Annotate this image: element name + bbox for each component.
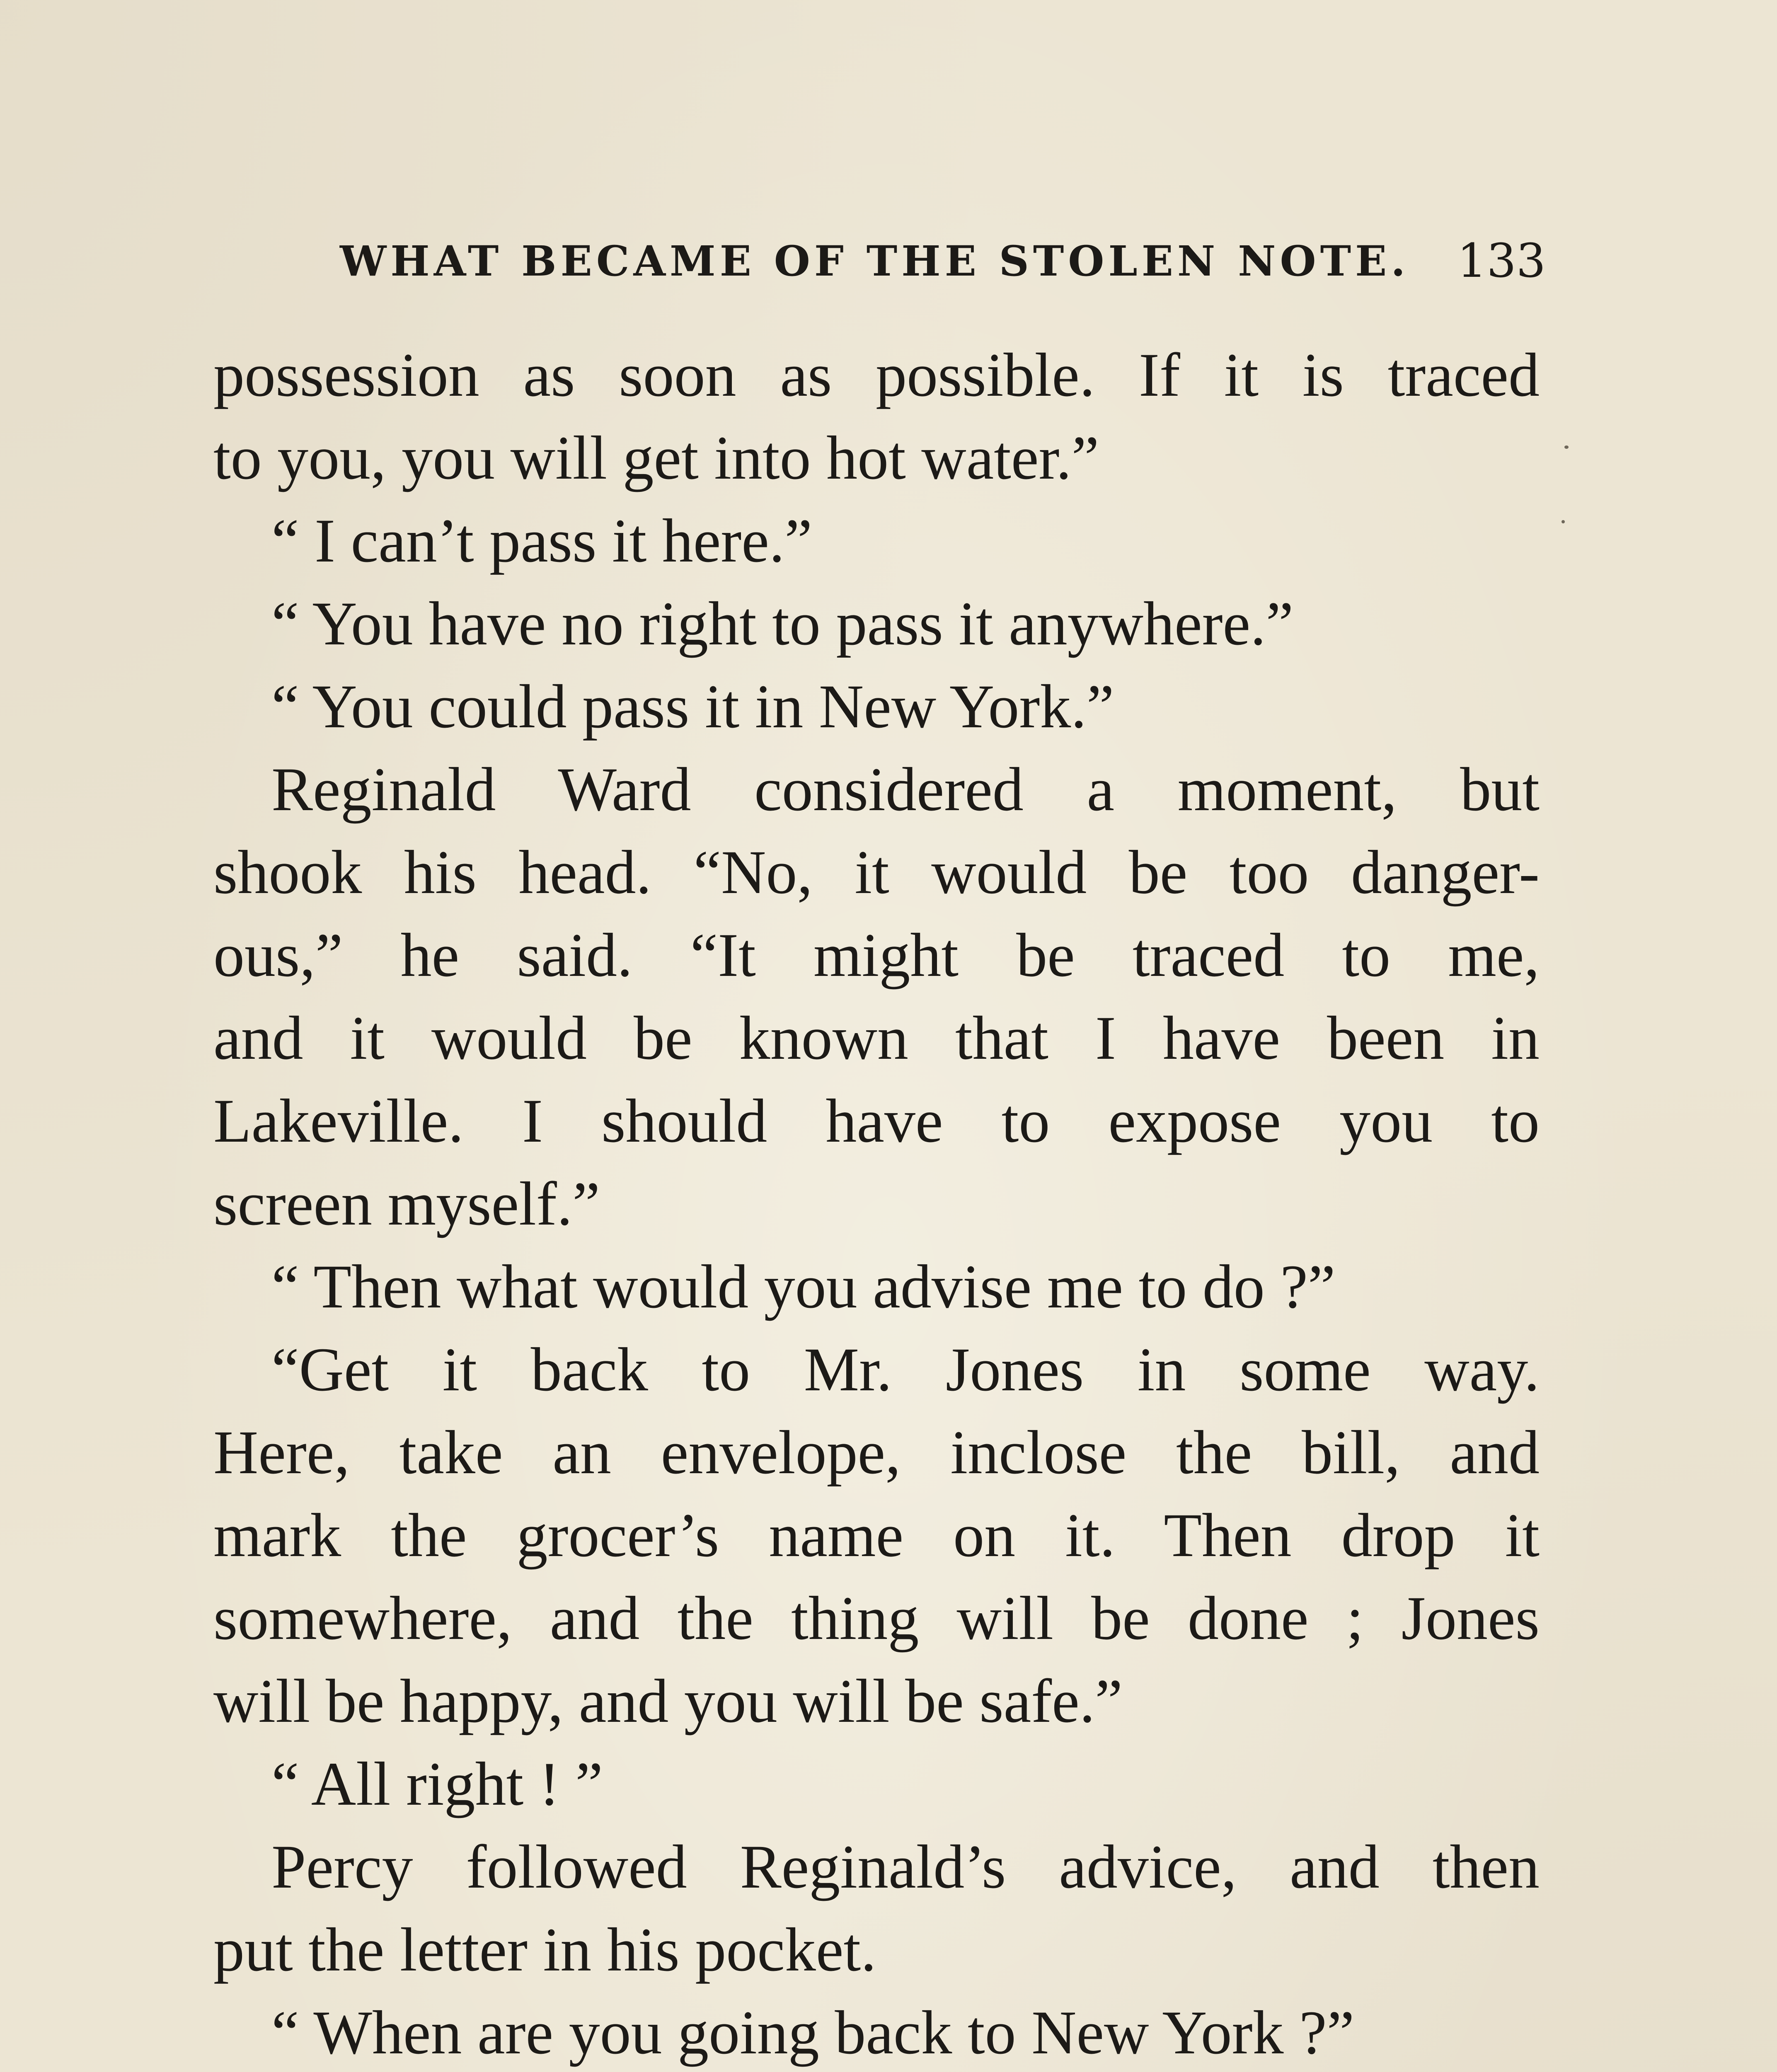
text-line: Lakeville. I should have to expose you to (213, 1087, 1540, 1155)
text-line: will be happy, and you will be safe.” (213, 1667, 1123, 1736)
text-line: “ You could pass it in New York.” (271, 672, 1114, 741)
text-line: and it would be known that I have been in (213, 1004, 1540, 1072)
text-line: Percy followed Reginald’s advice, and then (271, 1832, 1540, 1901)
text-line: screen myself.” (213, 1169, 600, 1238)
text-line: “Get it back to Mr. Jones in some way. (271, 1335, 1540, 1404)
text-line: possession as soon as possible. If it is traced (213, 341, 1540, 409)
text-line: Reginald Ward considered a moment, but (271, 755, 1540, 824)
text-line: put the letter in his pocket. (213, 1915, 876, 1984)
text-line: to you, you will get into hot water.” (213, 424, 1099, 492)
text-line: “ You have no right to pass it anywhere.” (271, 589, 1294, 658)
text-line: shook his head. “No, it would be too danger- (213, 838, 1540, 907)
text-line: “ All right ! ” (271, 1750, 603, 1818)
page-number: 133 (1457, 234, 1546, 288)
text-line: “ I can’t pass it here.” (271, 506, 812, 575)
running-title: WHAT BECAME OF THE STOLEN NOTE. (340, 237, 1410, 286)
text-line: Here, take an envelope, inclose the bill, and (213, 1418, 1540, 1487)
paper-speck (1562, 520, 1565, 523)
paper-speck (1564, 445, 1569, 449)
body-text (213, 334, 1540, 2072)
text-line: “ Then what would you advise me to do ?” (271, 1252, 1336, 1321)
text-line: mark the grocer’s name on it. Then drop it (213, 1501, 1540, 1570)
text-line: ous,” he said. “It might be traced to me, (213, 921, 1540, 990)
text-line: “ When are you going back to New York ?” (271, 1998, 1355, 2067)
text-line: somewhere, and the thing will be done ; Jones (213, 1584, 1540, 1653)
